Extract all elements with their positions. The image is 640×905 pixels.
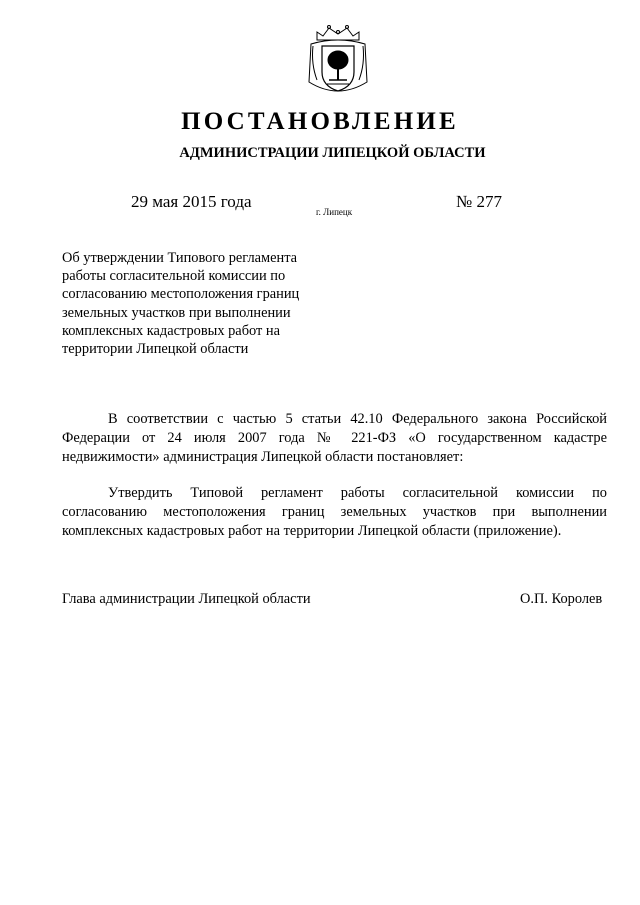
document-title: ПОСТАНОВЛЕНИЕ [181,108,459,135]
coat-of-arms-icon [303,20,373,100]
body-paragraph-resolution: Утвердить Типовой регламент работы согласительной комиссии по согласованию местоположения границ земельных участков при выполнении комплексных кадастровых работ на территории Липецкой области (приложение). [62,485,607,539]
subject-line: комплексных кадастровых работ на [62,322,280,339]
subject-line: земельных участков при выполнении [62,304,291,321]
document-number: № 277 [456,192,502,211]
document-date: 29 мая 2015 года [131,192,252,211]
signatory-position: Глава администрации Липецкой области [62,591,311,607]
subject-line: территории Липецкой области [62,341,249,358]
subject-line: работы согласительной комиссии по [62,268,286,285]
document-issuer: АДМИНИСТРАЦИИ ЛИПЕЦКОЙ ОБЛАСТИ [179,145,486,161]
signatory-name: О.П. Королев [520,591,603,607]
subject-line: согласованию местоположения границ [62,286,300,303]
body-paragraph-basis: В соответствии с частью 5 статьи 42.10 Федерального закона Российской Федерации от 24 июля 2007 года № 221-ФЗ «О государственном кадастре недвижимости» администрация Липецкой области постановляет: [62,411,607,465]
subject-line: Об утверждении Типового регламента [62,250,298,266]
document-city: г. Липецк [316,207,353,217]
document-subject [62,249,332,358]
